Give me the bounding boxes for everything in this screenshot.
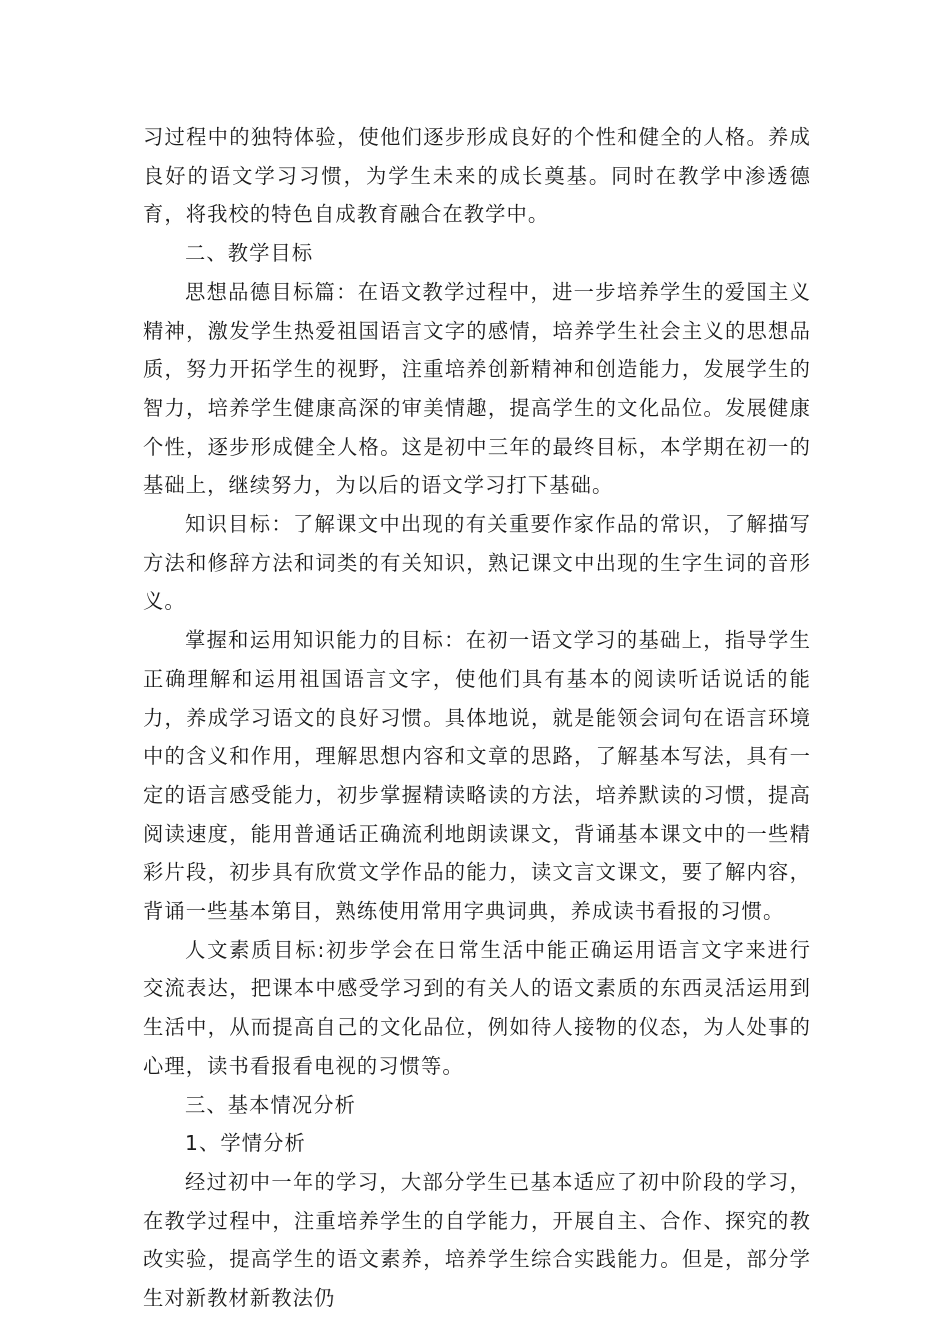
paragraph-student-analysis: 经过初中一年的学习，大部分学生已基本适应了初中阶段的学习，在教学过程中，注重培养学生的自学能力，开展自主、合作、探究的教改实验，提高学生的语文素养，培养学生综合实践能力。但是，部分学生对新教材新教法仍	[143, 1169, 811, 1311]
section-heading-situation-analysis: 三、基本情况分析	[185, 1092, 357, 1117]
subsection-heading-student-analysis: 1、学情分析	[185, 1131, 306, 1156]
document-body	[143, 118, 811, 1318]
section-heading-teaching-goals: 二、教学目标	[185, 241, 314, 266]
paragraph-moral-goal: 思想品德目标篇：在语文教学过程中，进一步培养学生的爱国主义精神，激发学生热爱祖国语言文字的感情，培养学生社会主义的思想品质，努力开拓学生的视野，注重培养创新精神和创造能力，发展学生的智力，培养学生健康高深的审美情趣，提高学生的文化品位。发展健康个性，逐步形成健全人格。这是初中三年的最终目标，本学期在初一的基础上，继续努力，为以后的语文学习打下基础。	[143, 279, 811, 498]
paragraph-continuation: 习过程中的独特体验，使他们逐步形成良好的个性和健全的人格。养成良好的语文学习习惯，为学生未来的成长奠基。同时在教学中渗透德育，将我校的特色自成教育融合在教学中。	[143, 125, 811, 227]
paragraph-knowledge-goal: 知识目标：了解课文中出现的有关重要作家作品的常识，了解描写方法和修辞方法和词类的有关知识，熟记课文中出现的生字生词的音形义。	[143, 512, 811, 614]
paragraph-humanities-goal: 人文素质目标:初步学会在日常生活中能正确运用语言文字来进行交流表达，把课本中感受学习到的有关人的语文素质的东西灵活运用到生活中，从而提高自己的文化品位，例如待人接物的仪态，为人处事的心理，读书看报看电视的习惯等。	[143, 937, 811, 1078]
paragraph-ability-goal: 掌握和运用知识能力的目标：在初一语文学习的基础上，指导学生正确理解和运用祖国语言文字，使他们具有基本的阅读听话说话的能力，养成学习语文的良好习惯。具体地说，就是能领会词句在语言环境中的含义和作用，理解思想内容和文章的思路，了解基本写法，具有一定的语言感受能力，初步掌握精读略读的方法，培养默读的习惯，提高阅读速度，能用普通话正确流利地朗读课文，背诵基本课文中的一些精彩片段，初步具有欣赏文学作品的能力，读文言文课文，要了解内容，背诵一些基本第目，熟练使用常用字典词典，养成读书看报的习惯。	[143, 628, 811, 924]
